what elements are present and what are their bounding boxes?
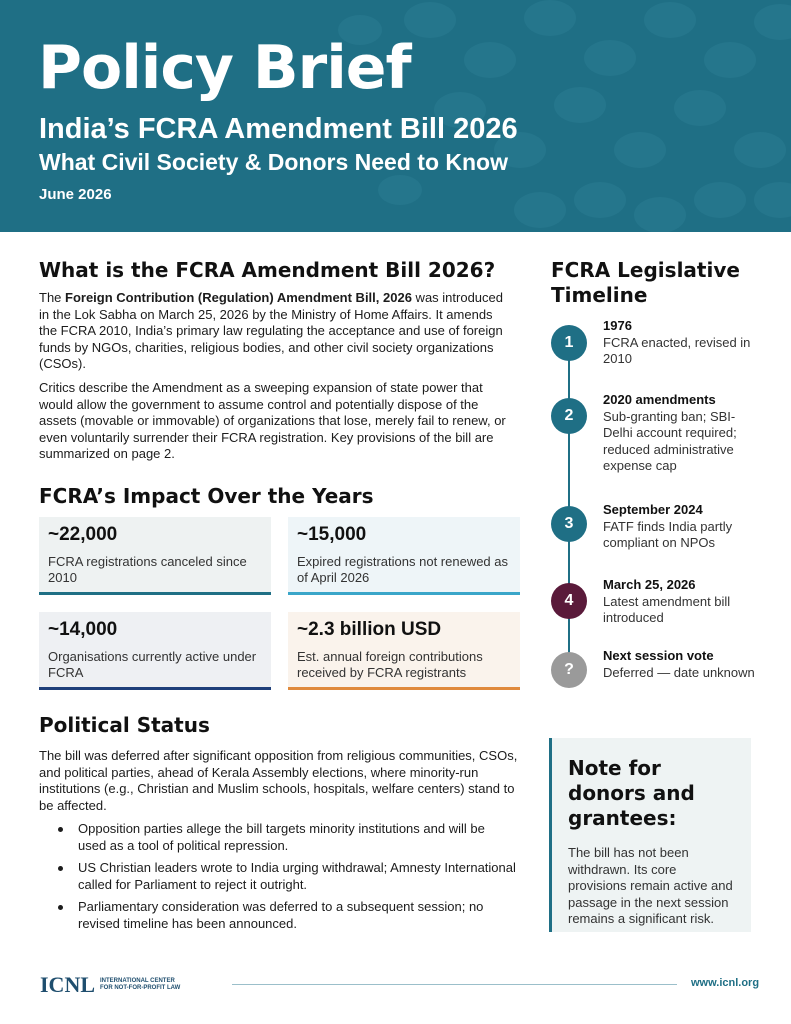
timeline-entry-text: Latest amendment bill introduced — [603, 593, 731, 625]
timeline-entry-title: Next session vote — [603, 648, 714, 663]
stat-card-active — [39, 612, 271, 690]
political-bullet-list — [56, 821, 516, 938]
icnl-logo[interactable] — [40, 972, 180, 998]
stat-card-contributions — [288, 612, 520, 690]
timeline-entry — [603, 577, 763, 627]
timeline-entry-title: March 25, 2026 — [603, 577, 696, 592]
timeline-entry-title: 2020 amendments — [603, 392, 716, 407]
timeline-marker: 2 — [551, 398, 587, 434]
logo-mark: ICNL — [40, 972, 96, 997]
timeline-entry-title: 1976 — [603, 318, 632, 333]
timeline-entry-text: FCRA enacted, revised in 2010 — [603, 334, 751, 366]
intro-text-end: was introduced in the Lok Sabha on March 25, 2026 by the Ministry of Home Affairs. It amends the FCRA 2010, India’s primary law regulating the acceptance and use of foreign funds by NGOs, charities, religious bodies, and other civil society organizations (CSOs). — [39, 290, 503, 371]
page-tagline: What Civil Society & Donors Need to Know — [39, 149, 508, 175]
timeline-entry-text: Deferred — date unknown — [603, 664, 755, 680]
timeline-marker: 1 — [551, 325, 587, 361]
donor-note-box — [549, 738, 751, 932]
list-item: US Christian leaders wrote to India urging withdrawal; Amnesty International called for Parliament to reject it outright. — [56, 860, 516, 893]
stat-card-expired — [288, 517, 520, 595]
timeline-entry — [603, 318, 763, 368]
intro-paragraph — [39, 290, 514, 373]
intro-text-start: The — [39, 290, 66, 305]
donor-note-body: The bill has not been withdrawn. Its core provisions remain active and passage in the next session remains a significant risk. — [568, 845, 733, 926]
timeline-marker: ? — [551, 652, 587, 688]
bill-name: Foreign Contribution (Regulation) Amendment Bill, 2026 — [65, 290, 412, 305]
page-subtitle: India’s FCRA Amendment Bill 2026 — [39, 113, 518, 145]
list-item: Parliamentary consideration was deferred to a subsequent session; no revised timeline has been announced. — [56, 899, 516, 932]
logo-line-1: INTERNATIONAL CENTER — [100, 977, 175, 984]
timeline-entry — [603, 392, 763, 475]
logo-line-2: FOR NOT-FOR-PROFIT LAW — [100, 985, 181, 991]
website-link[interactable]: www.icnl.org — [691, 977, 760, 989]
timeline-marker: 3 — [551, 506, 587, 542]
section-heading-what: What is the FCRA Amendment Bill 2026? — [39, 258, 496, 282]
stat-description: Est. annual foreign contributions received by FCRA registrants — [297, 648, 483, 680]
timeline-entry-text: Sub-granting ban; SBI-Delhi account required; reduced administrative expense cap — [603, 408, 737, 473]
donor-note-heading: Note for donors and grantees: — [568, 756, 695, 830]
stat-value: ~14,000 — [48, 619, 118, 640]
political-intro: The bill was deferred after significant opposition from religious communities, CSOs, and political parties, ahead of Kerala Assembly elections, where minority-run institutions (e.g., Christian and Muslim schools, hospitals, welfare centers) stand to be affected. — [39, 748, 518, 813]
footer-divider — [232, 984, 677, 985]
stat-description: FCRA registrations canceled since 2010 — [48, 553, 247, 585]
stat-value: ~15,000 — [297, 524, 367, 545]
page-title: Policy Brief — [38, 33, 411, 103]
logo-org-name — [100, 978, 180, 993]
stat-description: Expired registrations not renewed as of April 2026 — [297, 553, 509, 585]
timeline-entry — [603, 648, 763, 681]
critics-paragraph: Critics describe the Amendment as a sweeping expansion of state power that would allow the government to assume control and potentially dispose of the assets (movable or immovable) of organizations that lose, merely fail to renew, or even voluntarily surrender their FCRA registration. Key provisions of the bill are summarized on page 2. — [39, 380, 506, 461]
timeline-marker: 4 — [551, 583, 587, 619]
stat-value: ~22,000 — [48, 524, 118, 545]
timeline-entry-text: FATF finds India partly compliant on NPOs — [603, 518, 733, 550]
list-item: Opposition parties allege the bill targets minority institutions and will be used as a tool of political repression. — [56, 821, 516, 854]
section-heading-political: Political Status — [39, 713, 210, 737]
stat-value: ~2.3 billion USD — [297, 619, 442, 640]
timeline-entry-title: September 2024 — [603, 502, 703, 517]
publication-date: June 2026 — [39, 186, 112, 203]
timeline-heading: FCRA Legislative Timeline — [551, 258, 740, 307]
stat-card-cancelled — [39, 517, 271, 595]
section-heading-impact: FCRA’s Impact Over the Years — [39, 484, 374, 508]
header-banner — [0, 0, 791, 232]
timeline-entry — [603, 502, 763, 552]
stat-description: Organisations currently active under FCRA — [48, 648, 257, 680]
